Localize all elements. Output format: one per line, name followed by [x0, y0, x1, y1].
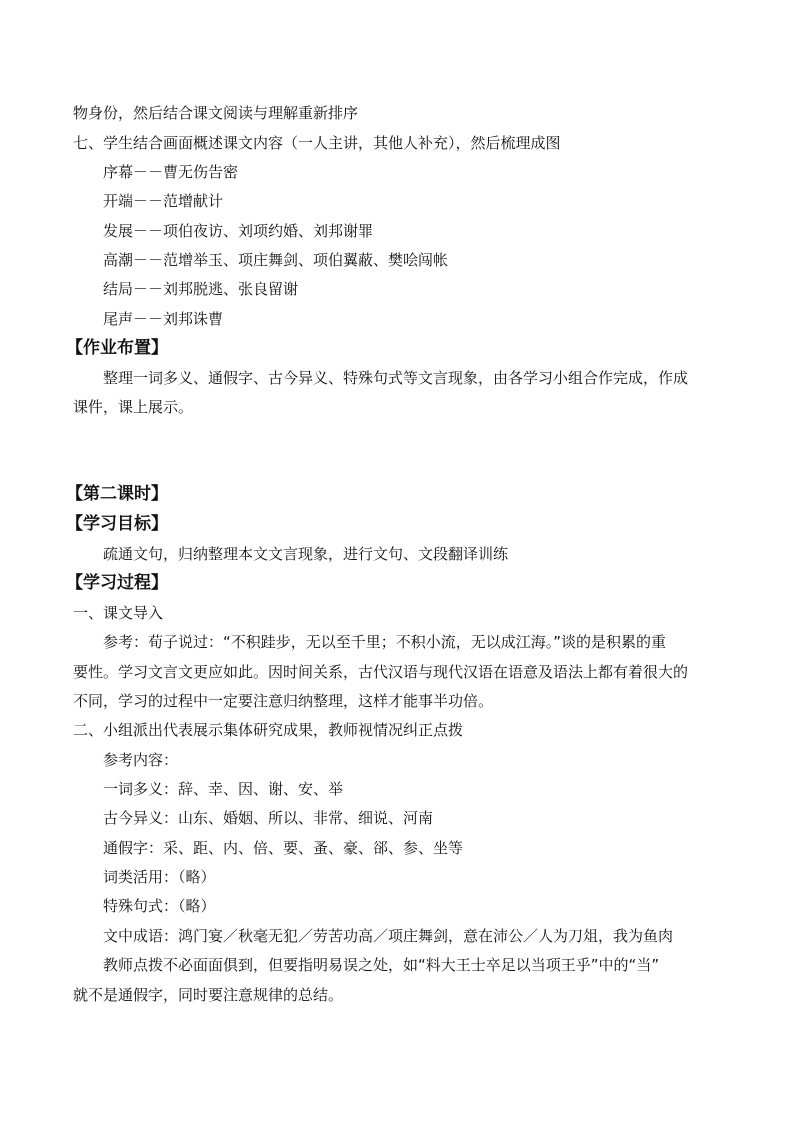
reference-text-cont: 要性。学习文言文更应如此。因时间关系，古代汉语与现代汉语在语意及语法上都有着很大的	[73, 663, 689, 681]
goals-text: 疏通文句，归纳整理本文文言现象，进行文句、文段翻译训练	[103, 545, 509, 563]
goals-heading: 【学习目标】	[66, 514, 168, 534]
teacher-note-cont: 就不是通假字，同时要注意规律的总结。	[73, 986, 344, 1004]
study-item: 词类活用：（略）	[103, 868, 216, 886]
outline-item: 序幕－－曹无伤告密	[103, 163, 239, 181]
process-heading: 【学习过程】	[66, 573, 168, 593]
outline-item: 高潮－－范增举玉、项庄舞剑、项伯翼蔽、樊哙闯帐	[103, 251, 449, 269]
outline-item: 尾声－－刘邦诛曹	[103, 310, 224, 328]
lesson-two-heading: 【第二课时】	[66, 484, 168, 504]
study-item: 文中成语：鸿门宴／秋毫无犯／劳苦功高／项庄舞剑，意在沛公／人为刀俎，我为鱼肉	[103, 927, 674, 945]
outline-item: 开端－－范增献计	[103, 192, 224, 210]
teacher-note: 教师点拨不必面面俱到，但要指明易误之处，如“料大王士卒足以当项王乎”中的“当”	[103, 956, 660, 974]
outline-item: 发展－－项伯夜访、刘项约婚、刘邦谢罪	[103, 222, 374, 240]
outline-item: 结局－－刘邦脱逃、张良留谢	[103, 280, 299, 298]
study-item: 通假字：采、距、内、倍、要、蚤、豪、郤、参、坐等	[103, 839, 464, 857]
step-one: 一、课文导入	[73, 604, 164, 622]
homework-text-cont: 课件，课上展示。	[73, 398, 194, 416]
study-item: 特殊句式：（略）	[103, 897, 216, 915]
paragraph-continuation: 物身份，然后结合课文阅读与理解重新排序	[73, 104, 359, 122]
reference-text-cont: 不同，学习的过程中一定要注意归纳整理，这样才能事半功倍。	[73, 692, 494, 710]
step-two: 二、小组派出代表展示集体研究成果，教师视情况纠正点拨	[73, 721, 464, 739]
step-seven: 七、学生结合画面概述课文内容（一人主讲，其他人补充），然后梳理成图	[73, 134, 561, 152]
homework-heading: 【作业布置】	[66, 338, 168, 358]
reference-text: 参考：荀子说过：“不积跬步，无以至千里；不积小流，无以成江海。”谈的是积累的重	[103, 633, 667, 651]
reference-content-label: 参考内容：	[103, 751, 179, 769]
homework-text: 整理一词多义、通假字、古今异义、特殊句式等文言现象，由各学习小组合作完成，作成	[103, 369, 689, 387]
study-item: 古今异义：山东、婚姻、所以、非常、细说、河南	[103, 809, 434, 827]
study-item: 一词多义：辞、幸、因、谢、安、举	[103, 780, 344, 798]
